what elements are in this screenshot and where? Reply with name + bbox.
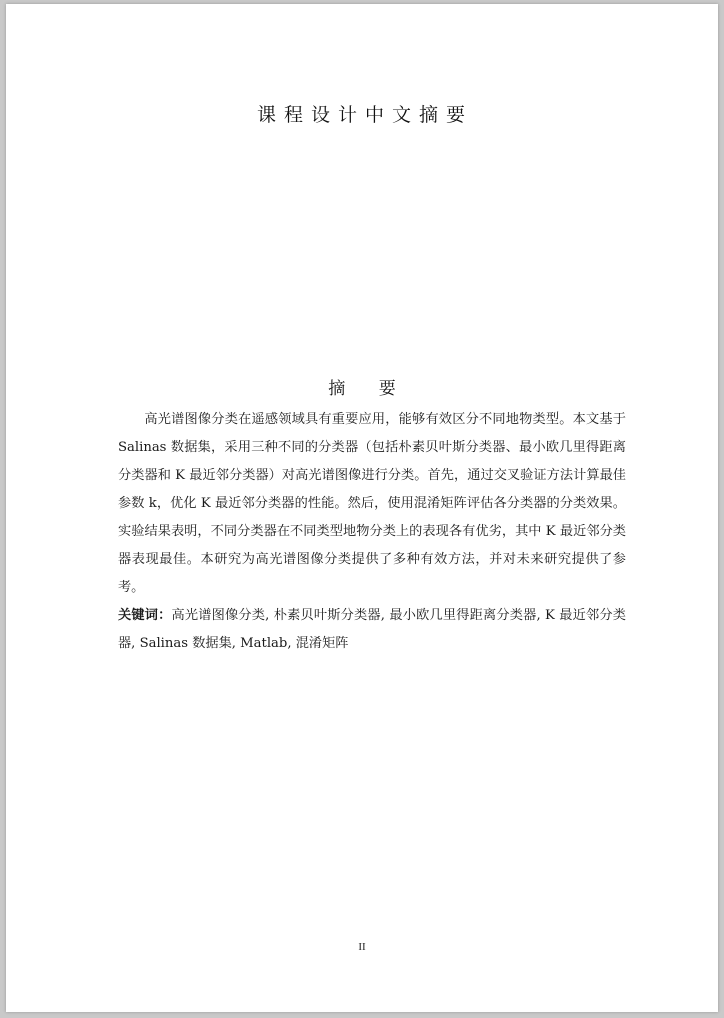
document-page: [6, 4, 718, 1012]
keywords-text: 高光谱图像分类, 朴素贝叶斯分类器, 最小欧几里得距离分类器, K 最近邻分类器, Salinas 数据集, Matlab, 混淆矩阵: [118, 608, 626, 651]
page-title: 课程设计中文摘要: [256, 104, 473, 126]
abstract-paragraph: 高光谱图像分类在遥感领域具有重要应用，能够有效区分不同地物类型。本文基于 Salinas 数据集，采用三种不同的分类器（包括朴素贝叶斯分类器、最小欧几里得距离分类器和 K 最近邻分类器）对高光谱图像进行分类。首先，通过交叉验证方法计算最佳参数 k，优化 K 最近邻分类器的性能。然后，使用混淆矩阵评估各分类器的分类效果。实验结果表明，不同分类器在不同类型地物分类上的表现各有优劣，其中 K 最近邻分类器表现最佳。本研究为高光谱图像分类提供了多种有效方法，并对未来研究提供了参考。: [118, 412, 626, 595]
abstract-body: [118, 406, 626, 658]
page-number: II: [358, 941, 366, 953]
abstract-heading: 摘 要: [328, 379, 410, 399]
keywords-label: 关键词：: [118, 608, 172, 623]
keywords-line: [118, 602, 626, 658]
